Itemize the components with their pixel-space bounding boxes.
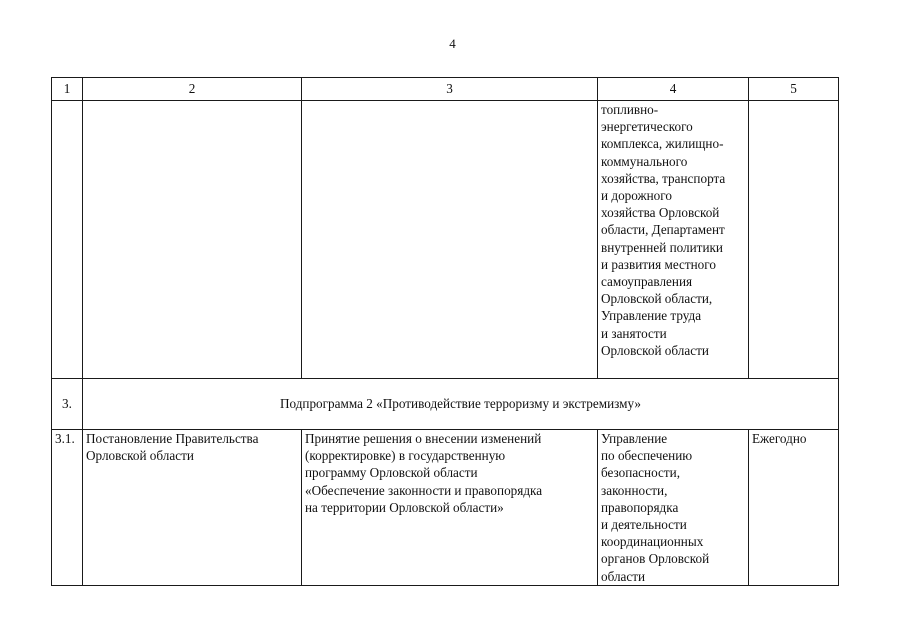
item-responsible-text: Управление по обеспечению безопасности, законности, правопорядка и деятельности координационных органов Орловской области: [601, 431, 710, 584]
continuation-cell-number: [52, 101, 83, 379]
table-header-row: [52, 78, 839, 101]
table-row-subprogram: [52, 379, 839, 430]
item-content-cell: [302, 430, 598, 586]
header-cell-col1: 1: [52, 78, 83, 101]
continuation-cell-responsible: [598, 101, 749, 379]
header-cell-col5: 5: [749, 78, 839, 101]
measures-table: [51, 77, 839, 586]
continuation-cell-content: [302, 101, 598, 379]
continuation-cell-deadline: [749, 101, 839, 379]
header-cell-col4: 4: [598, 78, 749, 101]
header-cell-col3: 3: [302, 78, 598, 101]
item-number: 3.1.: [52, 430, 83, 586]
item-document-cell: [83, 430, 302, 586]
subprogram-number: 3.: [52, 379, 83, 430]
continuation-responsible-text: топливно- энергетического комплекса, жилищно- коммунального хозяйства, транспорта и дорожного хозяйства Орловской области, Департамент внутренней политики и развития местного самоуправления Орловской области, Управление труда и занятости Орловской области: [601, 102, 726, 358]
item-deadline: Ежегодно: [749, 430, 839, 586]
item-responsible-cell: [598, 430, 749, 586]
continuation-cell-document: [83, 101, 302, 379]
item-content-text: Принятие решения о внесении изменений (корректировке) в государственную программу Орловской области «Обеспечение законности и правопорядка на территории Орловской области»: [305, 431, 543, 515]
header-cell-col2: 2: [83, 78, 302, 101]
page-number: 4: [449, 36, 456, 51]
table-row-continuation: [52, 101, 839, 379]
item-document-text: Постановление Правительства Орловской области: [86, 431, 259, 464]
subprogram-title: Подпрограмма 2 «Противодействие терроризму и экстремизму»: [83, 379, 839, 430]
table-row-item: [52, 430, 839, 586]
